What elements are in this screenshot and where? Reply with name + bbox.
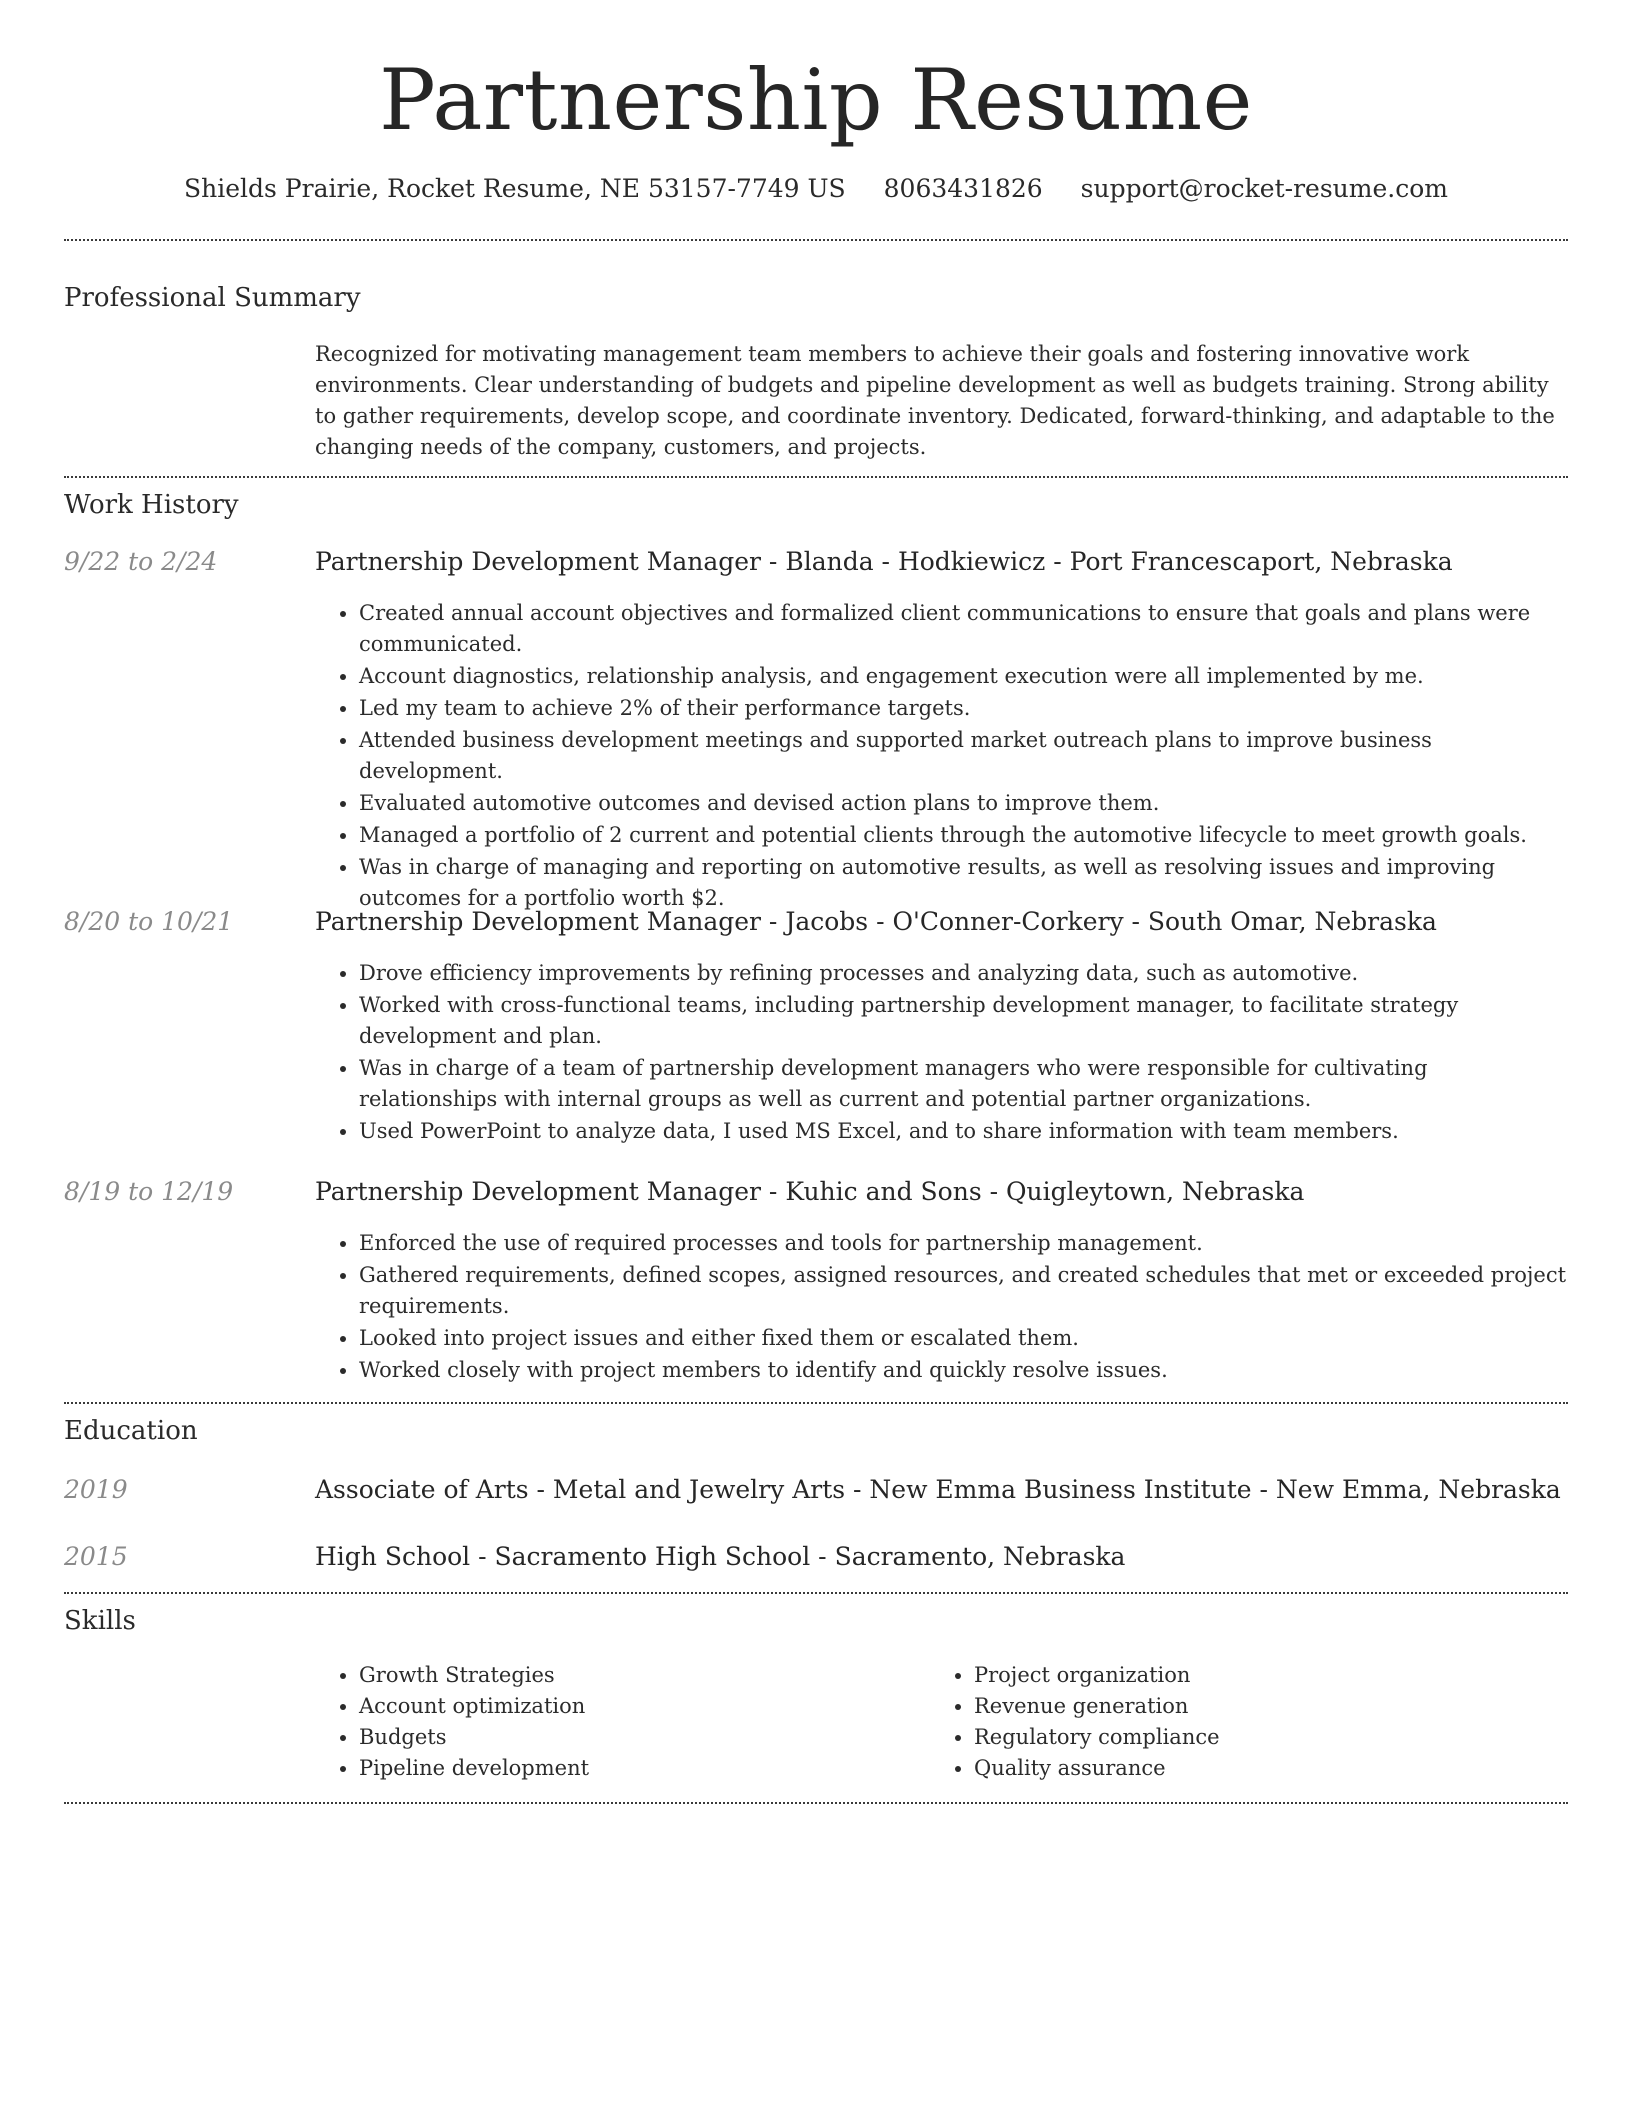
job-dates: 8/19 to 12/19 bbox=[64, 1177, 234, 1206]
list-item: • Was in charge of a team of partnership development managers who were responsible for cultivating relationships with internal groups as well as current and potential partner organizations. bbox=[359, 1053, 1568, 1115]
education-year: 2015 bbox=[64, 1542, 128, 1571]
skill-item: • Budgets bbox=[359, 1722, 915, 1753]
address-text: Shields Prairie, Rocket Resume, NE 53157-7749 US bbox=[184, 174, 846, 203]
skills-column-left bbox=[315, 1660, 915, 1784]
list-item: • Worked closely with project members to identify and quickly resolve issues. bbox=[359, 1355, 1568, 1386]
education-heading: Education bbox=[64, 1416, 198, 1446]
skill-item: • Project organization bbox=[974, 1660, 1530, 1691]
education-text: Associate of Arts - Metal and Jewelry Arts - New Emma Business Institute - New Emma, Nebraska bbox=[315, 1475, 1561, 1504]
job-title: Partnership Development Manager - Blanda - Hodkiewicz - Port Francescaport, Nebraska bbox=[315, 547, 1453, 576]
job-dates: 9/22 to 2/24 bbox=[64, 547, 218, 576]
list-item: • Evaluated automotive outcomes and devised action plans to improve them. bbox=[359, 788, 1568, 819]
skill-item: • Regulatory compliance bbox=[974, 1722, 1530, 1753]
list-item: • Managed a portfolio of 2 current and potential clients through the automotive lifecycle to meet growth goals. bbox=[359, 820, 1568, 851]
list-item: • Was in charge of managing and reporting on automotive results, as well as resolving issues and improving outcomes for a portfolio worth $2. bbox=[359, 852, 1568, 914]
list-item: • Enforced the use of required processes and tools for partnership management. bbox=[359, 1228, 1568, 1259]
email-text: support@rocket-resume.com bbox=[1080, 174, 1448, 203]
job-bullets bbox=[359, 958, 1568, 1148]
divider bbox=[64, 1402, 1568, 1404]
job-title: Partnership Development Manager - Jacobs - O'Conner-Corkery - South Omar, Nebraska bbox=[315, 907, 1437, 936]
list-item: • Led my team to achieve 2% of their performance targets. bbox=[359, 693, 1568, 724]
list-item: • Looked into project issues and either fixed them or escalated them. bbox=[359, 1323, 1568, 1354]
work-history-heading: Work History bbox=[64, 490, 239, 520]
skill-item: • Growth Strategies bbox=[359, 1660, 915, 1691]
job-dates: 8/20 to 10/21 bbox=[64, 907, 234, 936]
skill-item: • Account optimization bbox=[359, 1691, 915, 1722]
skills-column-right bbox=[930, 1660, 1530, 1784]
list-item: • Used PowerPoint to analyze data, I used MS Excel, and to share information with team members. bbox=[359, 1116, 1568, 1147]
divider bbox=[64, 239, 1568, 241]
list-item: • Drove efficiency improvements by refining processes and analyzing data, such as automotive. bbox=[359, 958, 1568, 989]
contact-line bbox=[0, 170, 1632, 208]
resume-title: Partnership Resume bbox=[379, 51, 1253, 149]
divider bbox=[64, 476, 1568, 478]
job-bullets bbox=[359, 1228, 1568, 1387]
job-title: Partnership Development Manager - Kuhic and Sons - Quigleytown, Nebraska bbox=[315, 1177, 1305, 1206]
divider bbox=[64, 1592, 1568, 1594]
list-item: • Gathered requirements, defined scopes, assigned resources, and created schedules that met or exceeded project requirements. bbox=[359, 1260, 1568, 1322]
skill-item: • Pipeline development bbox=[359, 1753, 915, 1784]
skill-item: • Revenue generation bbox=[974, 1691, 1530, 1722]
education-year: 2019 bbox=[64, 1475, 128, 1504]
divider bbox=[64, 1802, 1568, 1804]
summary-heading: Professional Summary bbox=[64, 283, 361, 313]
list-item: • Account diagnostics, relationship analysis, and engagement execution were all implemented by me. bbox=[359, 661, 1568, 692]
list-item: • Attended business development meetings and supported market outreach plans to improve business development. bbox=[359, 725, 1568, 787]
list-item: • Worked with cross-functional teams, including partnership development manager, to facilitate strategy development and plan. bbox=[359, 990, 1568, 1052]
skill-item: • Quality assurance bbox=[974, 1753, 1530, 1784]
list-item: • Created annual account objectives and formalized client communications to ensure that goals and plans were communicated. bbox=[359, 598, 1568, 660]
skills-heading: Skills bbox=[64, 1606, 136, 1636]
job-bullets bbox=[359, 598, 1568, 915]
summary-text: Recognized for motivating management team members to achieve their goals and fostering innovative work environments. Clear understanding of budgets and pipeline development as well as budgets training. Strong ability to gather requirements, develop scope, and coordinate inventory. Dedicated, forward-thinking, and adaptable to the changing needs of the company, customers, and projects. bbox=[315, 342, 1555, 459]
phone-text: 8063431826 bbox=[883, 174, 1043, 203]
education-text: High School - Sacramento High School - Sacramento, Nebraska bbox=[315, 1542, 1126, 1571]
